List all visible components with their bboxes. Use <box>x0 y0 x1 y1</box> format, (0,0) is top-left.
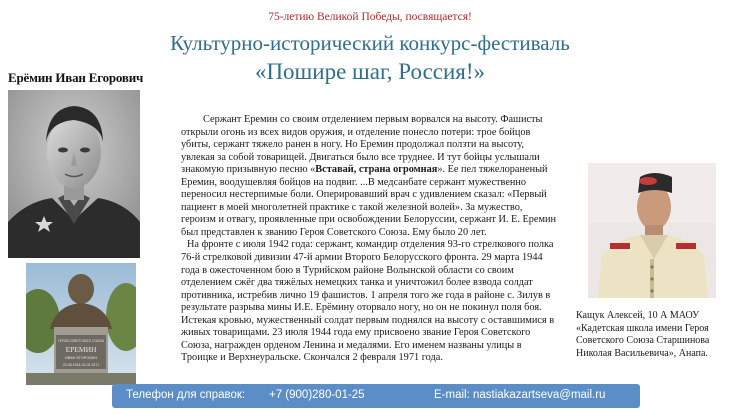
monument-plaque-line2: ЕРЕМИН <box>65 345 97 354</box>
story-paragraph-2: На фронте с июля 1942 года: сержант, командир отделения 93-го стрелкового полка 76-й стрелковой дивизии 47-й армии Второго Белорусского фронта. 29 марта 1944 года в ожесточенном бою в Турийском районе Волынской области со своим отделением сжёг два тяжёлых немецких танка и уничтожил более взвода солдат противника, истребив лично 19 фашистов. 1 апреля того же года в районе с. Зилув в результате разрыва мины И.Е. Ерёмину оторвало ногу, но он не покинул поля боя. Истекая кровью, мужественный солдат первым поднялся на высоту с оставшимися в живых товарищами. 23 июля 1944 года ему присвоено звание Героя Советского Союза, награжден орденом Ленина и медалями. Его именем названы улицы в Троицке и Верхнеуральске. Скончался 2 февраля 1971 года. <box>181 239 555 364</box>
monument-image <box>26 263 136 385</box>
song-title: Вставай, страна огромная <box>315 164 438 176</box>
story-paragraph-1 <box>181 114 558 239</box>
page-title-line2: «Пошире шаг, Россия!» <box>254 59 486 84</box>
contact-footer <box>112 384 640 408</box>
hero-portrait-image <box>8 90 140 258</box>
student-photo <box>588 163 716 298</box>
monument-plaque-line1: ГЕРОЙ СОВЕТСКОГО СОЮЗА <box>58 339 104 343</box>
page-title-line1: Культурно-исторический конкурс-фестиваль <box>170 31 570 55</box>
story-paragraph-1-intro: Сержант Еремин со своим отделением первым ворвался на высоту. Фашисты открыли огонь из всех видов оружия, и отделение понесло потери: трое бойцов убиты, сержант тяжело ранен в ногу. Но Еремин продолжал ползти на высоту, увлекая за собой товарищей. Двигаться было все труднее. И тут бойцы услышали знакомую призывную песню « <box>181 114 543 176</box>
hero-name: Ерёмин Иван Егорович <box>8 70 144 85</box>
email-link[interactable]: E-mail: nastiakazartseva@mail.ru <box>434 389 606 401</box>
phone-link[interactable]: +7 (900)280-01-25 <box>269 389 365 401</box>
student-caption: Кащук Алексей, 10 А МАОУ «Кадетская школа имени Героя Советского Союза Старшинова Николая Васильевича», Анапа. <box>576 310 710 359</box>
monument-plaque-line4: 22.08.1924-02.02.1971 <box>62 363 100 367</box>
story-text <box>181 114 558 365</box>
monument-photo <box>26 263 136 385</box>
dedication-line: 75-летию Великой Победы, посвящается! <box>268 11 472 23</box>
phone-label: Телефон для справок: <box>126 389 246 401</box>
student-image <box>588 163 716 298</box>
monument-plaque-line3: ИВАН ЕГОРОВИЧ <box>65 356 97 360</box>
story-paragraph-1-rest: ». Ее пел тяжелораненый Еремин, воодушевляя бойцов на подвиг. ...В медсанбате сержант мужественно переносил нестерпимые боли. Оперировавший врач с удивлением сказал: «Первый пациент в моей многолетней практике с такой железной волей». За мужество, героизм и отвагу, проявленные при освобождении Белоруссии, сержант И. Е. Еремин был представлен к званию Героя Советского Союза. Ему было 20 лет. <box>181 164 557 238</box>
hero-portrait-photo <box>8 90 140 258</box>
